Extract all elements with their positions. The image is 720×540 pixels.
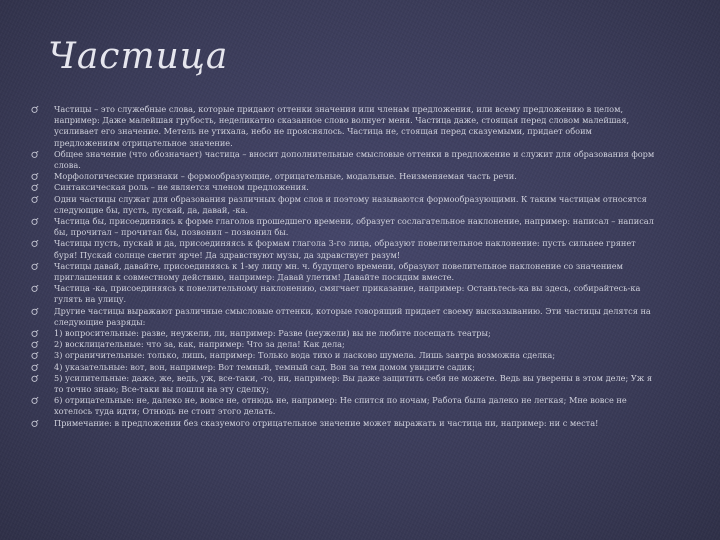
- list-item-text: Синтаксическая роль – не является членом предложения.: [54, 182, 309, 193]
- list-item-text: Частицы давай, давайте, присоединяясь к 1-му лицу мн. ч. будущего времени, образуют повелительное наклонение со значением приглашения к совместному действию, например: Давай улетим! Давайте посидим вместе.: [54, 260, 623, 283]
- circle-bullet-icon: [30, 216, 40, 227]
- circle-bullet-icon: [30, 171, 40, 182]
- list-item-text: Частица бы, присоединяясь к форме глаголов прошедшего времени, образует сослагательное наклонение, например: написал – написал бы, прочитал – прочитал бы, позвонил – позвонил бы.: [54, 216, 654, 238]
- circle-bullet-icon: [30, 306, 40, 317]
- circle-bullet-icon: [30, 283, 40, 294]
- list-item-text: 6) отрицательные: не, далеко не, вовсе не, отнюдь не, например: Не спится по ночам; Работа была далеко не легкая; Мне вовсе не хотелось туда идти; Отнюдь не стоит этого делать.: [54, 395, 627, 417]
- list-item: [30, 216, 660, 238]
- list-item: [30, 261, 660, 283]
- list-item-text: Общее значение (что обозначает) частица – вносит дополнительные смысловые оттенки в предложение и служит для образования форм слова.: [54, 148, 655, 171]
- list-item-text: Другие частицы выражают различные смысловые оттенки, которые говорящий придает своему высказыванию. Эти частицы делятся на следующие разряды:: [54, 305, 651, 327]
- list-item-text: 4) указательные: вот, вон, например: Вот темный, темный сад. Вон за тем домом увидите садик;: [54, 361, 475, 372]
- list-item: [30, 339, 660, 350]
- list-item: [30, 171, 660, 182]
- list-item-text: 3) ограничительные: только, лишь, например: Только вода тихо и ласково шумела. Лишь завтра возможна сделка;: [54, 350, 556, 361]
- circle-bullet-icon: [30, 339, 40, 350]
- list-item: [30, 373, 660, 395]
- list-item: [30, 104, 660, 149]
- slide-title: Частица: [48, 36, 229, 77]
- list-item: [30, 306, 660, 328]
- circle-bullet-icon: [30, 182, 40, 193]
- list-item: [30, 149, 660, 171]
- circle-bullet-icon: [30, 350, 40, 361]
- circle-bullet-icon: [30, 362, 40, 373]
- circle-bullet-icon: [30, 104, 40, 115]
- circle-bullet-icon: [30, 261, 40, 272]
- list-item: [30, 350, 660, 361]
- list-item-text: 2) восклицательные: что за, как, например: Что за дела! Как дела;: [54, 339, 345, 350]
- list-item: [30, 194, 660, 216]
- list-item: [30, 328, 660, 339]
- circle-bullet-icon: [30, 418, 40, 429]
- list-item-text: Примечание: в предложении без сказуемого отрицательное значение может выражать и частица ни, например: ни с места!: [54, 417, 599, 428]
- list-item-text: 1) вопросительные: разве, неужели, ли, например: Разве (неужели) вы не любите посещать театры;: [54, 328, 491, 339]
- circle-bullet-icon: [30, 149, 40, 160]
- list-item-text: Частица -ка, присоединяясь к повелительному наклонению, смягчает приказание, например: Останьтесь-ка вы здесь, собирайтесь-ка гулять на улицу.: [54, 283, 641, 305]
- list-item: [30, 238, 660, 260]
- list-item-text: 5) усилительные: даже, же, ведь, уж, все-таки, -то, ни, например: Вы даже защитить себя не можете. Ведь вы уверены в этом деле; Уж я то точно знаю; Все-таки вы пошли на эту сделку;: [54, 372, 653, 395]
- list-item: [30, 182, 660, 193]
- circle-bullet-icon: [30, 328, 40, 339]
- list-item: [30, 362, 660, 373]
- list-item-text: Частицы пусть, пускай и да, присоединяясь к формам глагола 3-го лица, образуют повелительное наклонение: пусть сильнее грянет буря! Пускай солнце светит ярче! Да здравствуют музы, да здравствует разум!: [54, 238, 636, 260]
- circle-bullet-icon: [30, 194, 40, 205]
- bullet-list: [30, 104, 660, 429]
- list-item-text: Частицы – это служебные слова, которые придают оттенки значения или членам предложения, или всему предложению в целом, например: Даже малейшая грубость, неделикатно сказанное слово волнует меня. Частица даже, стоящая перед словом малейшая, усиливает его значение. Метель не утихала, небо не прояснялось. Частица не, стоящая перед сказуемыми, придает обоим предложениям отрицательное значение.: [54, 104, 630, 148]
- list-item: [30, 283, 660, 305]
- list-item: [30, 395, 660, 417]
- circle-bullet-icon: [30, 373, 40, 384]
- list-item: [30, 418, 660, 429]
- list-item-text: Морфологические признаки – формообразующие, отрицательные, модальные. Неизменяемая часть речи.: [54, 171, 517, 182]
- circle-bullet-icon: [30, 395, 40, 406]
- circle-bullet-icon: [30, 238, 40, 249]
- list-item-text: Одни частицы служат для образования различных форм слов и поэтому называются формообразующими. К таким частицам относятся следующие бы, пусть, пускай, да, давай, -ка.: [54, 193, 647, 215]
